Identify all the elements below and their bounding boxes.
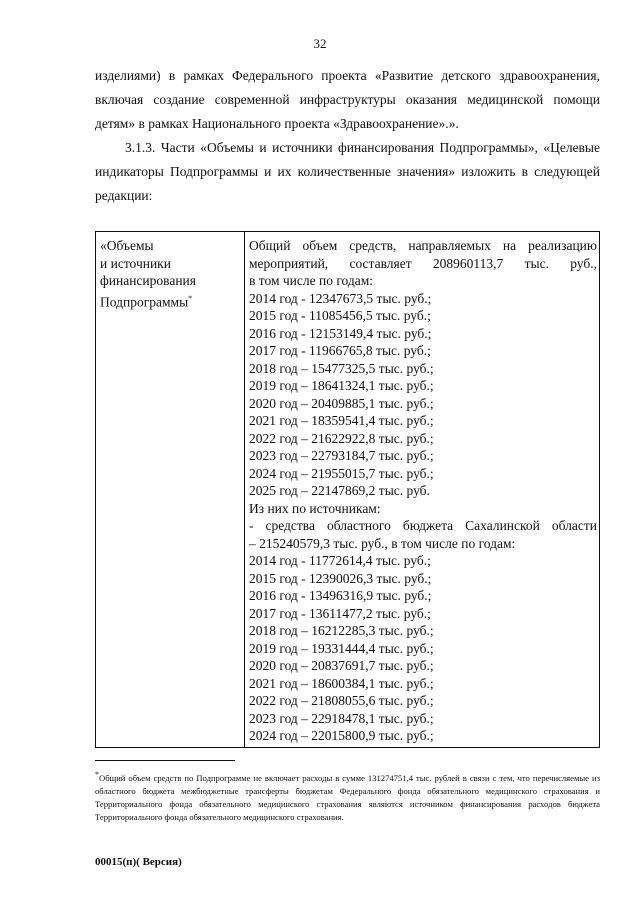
total-line: мероприятий, составляет 208960113,7 тыс. руб., [249, 255, 597, 271]
label-line: финансирования [100, 273, 196, 288]
document-code: 00015(п)( Версия) [95, 856, 182, 868]
total-year-line: 2014 год - 12347673,5 тыс. руб.; [249, 290, 432, 306]
label-cell [96, 232, 245, 748]
footnote-text: Общий объем средств по Подпрограмме не включает расходы в сумме 131274751,4 тыс. рублей в связи с тем, что перечисляемые из областного бюджета межбюджетные трансферты бюджетам Федерального фонда обязательного медицинского страхования и Территориального фонда обязательного медицинского страхования являются источником финансирования расходов бюджета Территориального фонда обязательного медицинского страхования. [95, 772, 600, 822]
regional-line: – 215240579,3 тыс. руб., в том числе по годам: [249, 535, 516, 551]
label-text: Подпрограммы [100, 294, 189, 309]
intro-text [95, 64, 600, 208]
label-line: и источники [100, 255, 171, 271]
footnote-mark: * [188, 293, 193, 303]
regional-year-line: 2015 год - 12390026,3 тыс. руб.; [249, 570, 432, 586]
content-cell [245, 232, 600, 748]
regional-year-line: 2020 год – 20837691,7 тыс. руб.; [249, 658, 434, 673]
total-year-line: 2019 год – 18641324,1 тыс. руб.; [249, 378, 434, 393]
regional-year-line: 2016 год - 13496316,9 тыс. руб.; [249, 588, 432, 603]
table-row [96, 232, 600, 748]
intro-paragraph-2: 3.1.3. Части «Объемы и источники финансирования Подпрограммы», «Целевые индикаторы Подпрограммы и их количественные значения» изложить в следующей редакции: [95, 140, 600, 203]
total-year-line: 2017 год - 11966765,8 тыс. руб.; [249, 343, 431, 358]
regional-year-line: 2021 год – 18600384,1 тыс. руб.; [249, 675, 434, 691]
financing-table [95, 231, 600, 748]
total-years-list [249, 290, 597, 500]
regional-year-line: 2024 год – 22015800,9 тыс. руб.; [249, 728, 434, 743]
regional-year-line: 2019 год – 19331444,4 тыс. руб.; [249, 640, 434, 656]
sources-heading: Из них по источникам: [249, 500, 381, 516]
regional-year-line: 2014 год - 11772614,4 тыс. руб.; [249, 553, 431, 568]
regional-year-line: 2017 год - 13611477,2 тыс. руб.; [249, 605, 431, 621]
intro-paragraph-1: изделиями) в рамках Федерального проекта «Развитие детского здравоохранения, включая создание современной инфраструктуры оказания медицинской помощи детям» в рамках Национального проекта «Здравоохранение».». [95, 68, 600, 131]
regional-years-list [249, 552, 597, 745]
total-year-line: 2015 год - 11085456,5 тыс. руб.; [249, 308, 431, 323]
footnote-divider [95, 760, 235, 761]
footnote [95, 768, 600, 824]
regional-line: - средства областного бюджета Сахалинской области [249, 518, 597, 533]
regional-year-line: 2018 год – 16212285,3 тыс. руб.; [249, 623, 434, 638]
total-year-line: 2016 год - 12153149,4 тыс. руб.; [249, 325, 432, 341]
total-year-line: 2021 год – 18359541,4 тыс. руб.; [249, 413, 434, 428]
label-line [100, 290, 240, 311]
total-year-line: 2020 год – 20409885,1 тыс. руб.; [249, 395, 434, 411]
total-line: Общий объем средств, направляемых на реализацию [249, 238, 597, 253]
footnote-mark: * [95, 770, 99, 779]
total-year-line: 2024 год – 21955015,7 тыс. руб.; [249, 465, 434, 481]
total-line: в том числе по годам: [249, 273, 374, 288]
total-year-line: 2025 год – 22147869,2 тыс. руб. [249, 483, 430, 498]
total-year-line: 2022 год – 21622922,8 тыс. руб.; [249, 430, 434, 446]
total-year-line: 2023 год – 22793184,7 тыс. руб.; [249, 448, 434, 463]
total-year-line: 2018 год – 15477325,5 тыс. руб.; [249, 360, 434, 376]
page-number: 32 [313, 36, 327, 51]
label-line: «Объемы [100, 238, 154, 253]
regional-year-line: 2022 год – 21808055,6 тыс. руб.; [249, 693, 434, 708]
regional-year-line: 2023 год – 22918478,1 тыс. руб.; [249, 710, 434, 726]
